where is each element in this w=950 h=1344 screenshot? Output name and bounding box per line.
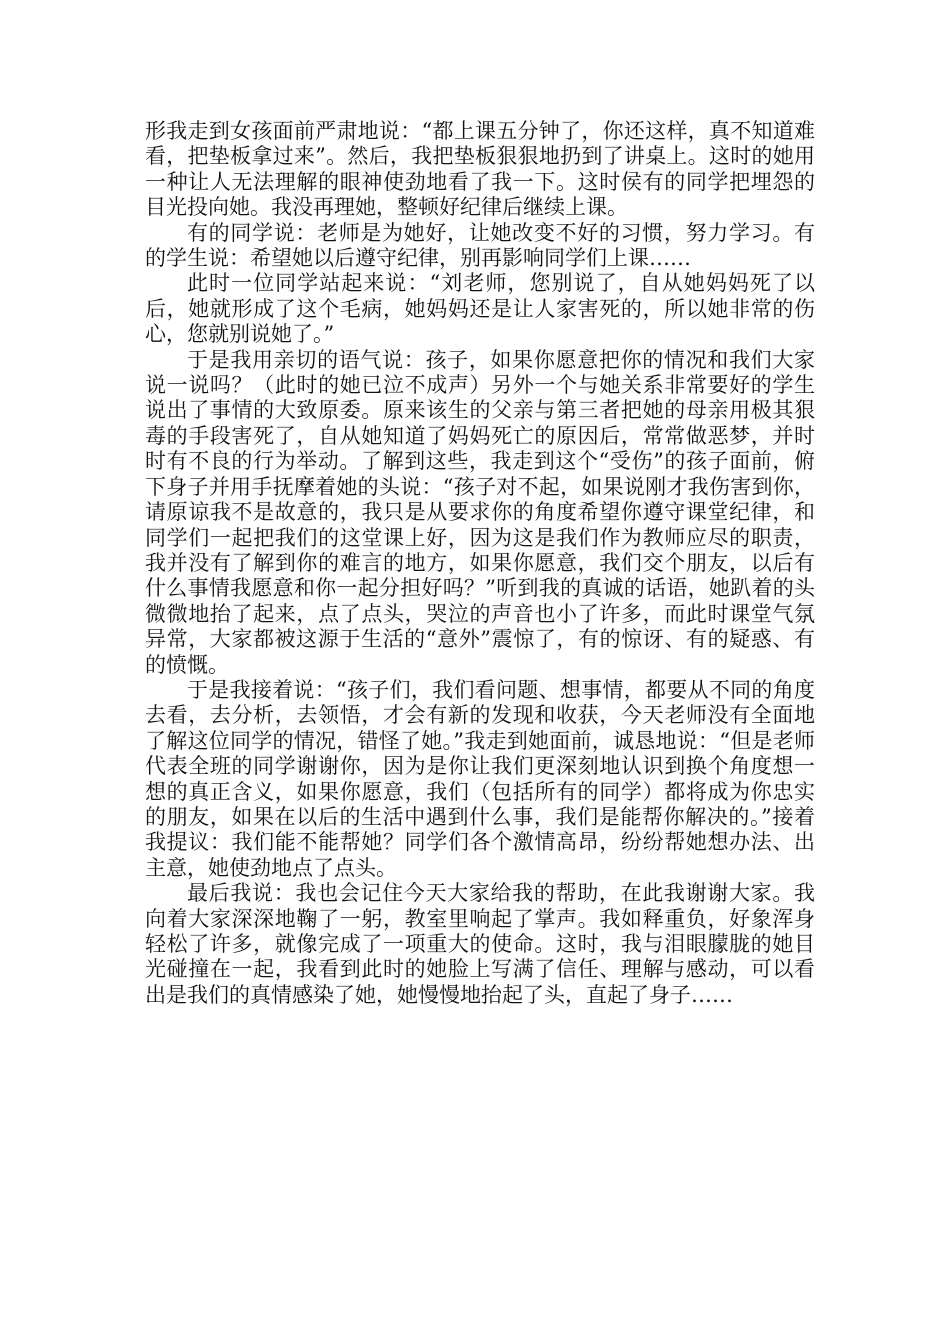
paragraph: 此时一位同学站起来说：“刘老师，您别说了，自从她妈妈死了以后，她就形成了这个毛病，她妈妈还是让人家害死的，所以她非常的伤心，您就别说她了。”	[145, 271, 815, 347]
paragraph: 于是我用亲切的语气说：孩子，如果你愿意把你的情况和我们大家说一说吗？（此时的她已泣不成声）另外一个与她关系非常要好的学生说出了事情的大致原委。原来该生的父亲与第三者把她的母亲用极其狠毒的手段害死了，自从她知道了妈妈死亡的原因后，常常做恶梦，并时时有不良的行为举动。了解到这些，我走到这个“受伤”的孩子面前，俯下身子并用手抚摩着她的头说：“孩子对不起，如果说刚才我伤害到你，请原谅我不是故意的，我只是从要求你的角度希望你遵守课堂纪律，和同学们一起把我们的这堂课上好，因为这是我们作为教师应尽的职责，我并没有了解到你的难言的地方，如果你愿意，我们交个朋友，以后有什么事情我愿意和你一起分担好吗？”听到我的真诚的话语，她趴着的头微微地抬了起来，点了点头，哭泣的声音也小了许多，而此时课堂气氛异常，大家都被这源于生活的“意外”震惊了，有的惊讶、有的疑惑、有的愤慨。	[145, 347, 815, 677]
paragraph: 于是我接着说：“孩子们，我们看问题、想事情，都要从不同的角度去看，去分析，去领悟，才会有新的发现和收获，今天老师没有全面地了解这位同学的情况，错怪了她。”我走到她面前，诚恳地说：“但是老师代表全班的同学谢谢你，因为是你让我们更深刻地认识到换个角度想一想的真正含义，如果你愿意，我们（包括所有的同学）都将成为你忠实的朋友，如果在以后的生活中遇到什么事，我们是能帮你解决的。”接着我提议：我们能不能帮她？同学们各个激情高昂，纷纷帮她想办法、出主意，她使劲地点了点头。	[145, 677, 815, 880]
paragraph: 最后我说：我也会记住今天大家给我的帮助，在此我谢谢大家。我向着大家深深地鞠了一躬，教室里响起了掌声。我如释重负，好象浑身轻松了许多，就像完成了一项重大的使命。这时，我与泪眼朦胧的她目光碰撞在一起，我看到此时的她脸上写满了信任、理解与感动，可以看出是我们的真情感染了她，她慢慢地抬起了头，直起了身子……	[145, 881, 815, 1007]
document-body	[145, 119, 815, 1008]
paragraph: 有的同学说：老师是为她好，让她改变不好的习惯，努力学习。有的学生说：希望她以后遵守纪律，别再影响同学们上课……	[145, 220, 815, 271]
paragraph: 形我走到女孩面前严肃地说：“都上课五分钟了，你还这样，真不知道难看，把垫板拿过来”。然后，我把垫板狠狠地扔到了讲桌上。这时的她用一种让人无法理解的眼神使劲地看了我一下。这时侯有的同学把埋怨的目光投向她。我没再理她，整顿好纪律后继续上课。	[145, 119, 815, 220]
